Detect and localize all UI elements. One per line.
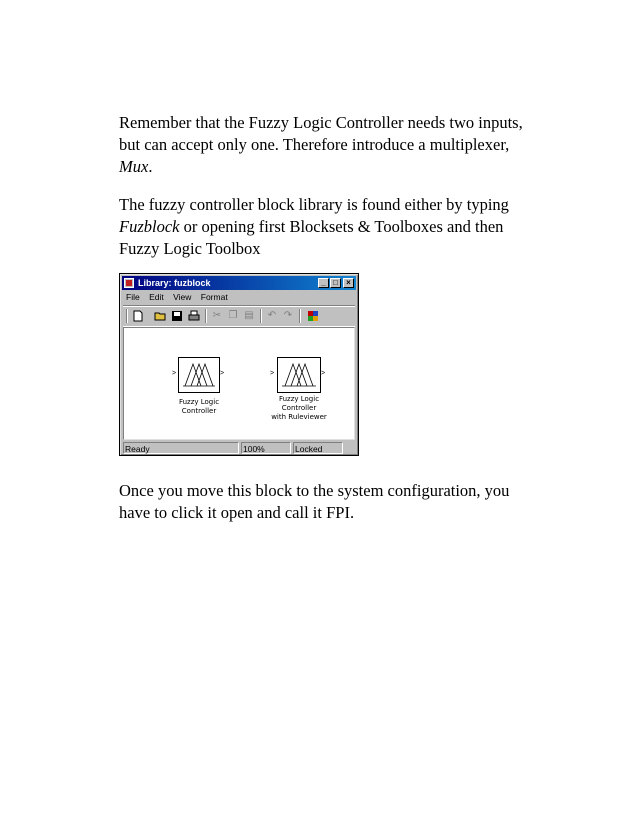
fuzzy-logic-controller-ruleviewer-block[interactable] [277, 357, 321, 393]
title-bar[interactable] [122, 276, 356, 290]
status-locked: Locked [293, 442, 343, 454]
menu-file[interactable]: File [126, 292, 140, 302]
label-line: Fuzzy Logic [178, 398, 220, 406]
text-line: Fuzzy Logic Toolbox [119, 239, 261, 258]
toolbar-separator [205, 309, 207, 323]
mux-italic: Mux [119, 157, 149, 176]
window-title: Library: fuzblock [138, 278, 211, 288]
text-line: The fuzzy controller block library is found either by typing [119, 195, 509, 214]
menu-format[interactable]: Format [200, 292, 228, 302]
paragraph-library-location [119, 194, 559, 260]
library-window [119, 273, 359, 456]
input-port-arrow: > [172, 370, 177, 377]
maximize-button[interactable]: □ [330, 278, 341, 288]
redo-icon[interactable]: ↷ [283, 310, 293, 321]
cut-icon[interactable]: ✂ [212, 310, 222, 321]
text-fragment: . [148, 157, 153, 176]
text-line: Remember that the Fuzzy Logic Controller needs two inputs, [119, 113, 523, 132]
text-line: but can accept only one. Therefore introduce a multiplexer, [119, 135, 510, 154]
fuzzy-logic-controller-block[interactable] [178, 357, 220, 393]
label-line: Fuzzy Logic [278, 395, 320, 403]
toolbar-separator [126, 309, 128, 323]
paste-icon[interactable]: ▤ [244, 310, 254, 321]
output-port-arrow: > [321, 370, 326, 377]
membership-functions-icon [278, 358, 320, 392]
menu-edit[interactable]: Edit [149, 292, 164, 302]
paragraph-fuzzy-inputs [119, 112, 559, 178]
block-label [173, 398, 225, 416]
status-ready: Ready [123, 442, 239, 454]
text-line [119, 156, 559, 178]
library-canvas [123, 327, 355, 440]
status-zoom: 100% [241, 442, 291, 454]
menu-view[interactable]: View [173, 292, 192, 302]
text-line: Once you move this block to the system configuration, you [119, 481, 510, 500]
minimize-button[interactable]: _ [318, 278, 329, 288]
library-browser-icon[interactable] [307, 310, 319, 322]
copy-icon[interactable]: ❐ [228, 310, 238, 321]
open-folder-icon[interactable] [154, 310, 166, 322]
block-label [264, 395, 334, 422]
toolbar [123, 305, 355, 327]
simulink-app-icon [124, 278, 134, 288]
undo-icon[interactable]: ↶ [267, 310, 277, 321]
toolbar-separator [299, 309, 301, 323]
output-port-arrow: > [220, 370, 225, 377]
label-line: Controller [281, 404, 317, 412]
label-line: with Ruleviewer [271, 413, 327, 421]
text-line [119, 216, 559, 238]
save-icon[interactable] [171, 310, 183, 322]
print-icon[interactable] [188, 310, 200, 322]
toolbar-separator [260, 309, 262, 323]
membership-functions-icon [179, 358, 219, 392]
menu-bar [124, 291, 354, 304]
label-line: Controller [181, 407, 217, 415]
text-fragment: or opening first Blocksets & Toolboxes and then [179, 217, 504, 236]
text-line: have to click it open and call it FPI. [119, 503, 355, 522]
close-button[interactable]: × [343, 278, 354, 288]
paragraph-fpi-instructions [119, 480, 559, 524]
status-bar [123, 442, 355, 454]
new-file-icon[interactable] [132, 310, 144, 322]
fuzblock-italic: Fuzblock [119, 217, 180, 236]
input-port-arrow: > [270, 370, 275, 377]
